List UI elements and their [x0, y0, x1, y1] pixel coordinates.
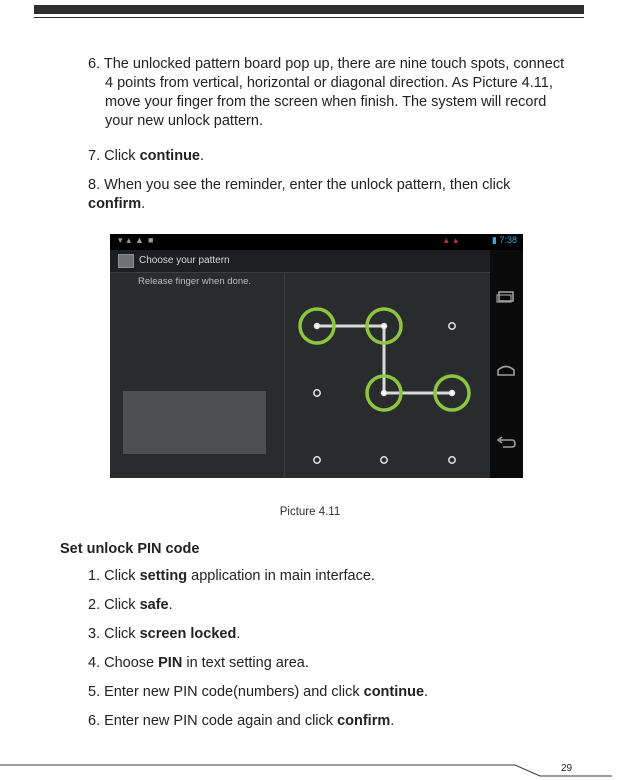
step-text: application in main interface. [187, 568, 375, 584]
step-6-pattern [88, 55, 575, 130]
pattern-screenshot [110, 234, 523, 478]
pin-step-4 [88, 654, 548, 673]
step-8-confirm [88, 176, 558, 214]
step-text: 6. The unlocked pattern board pop up, there are nine touch spots, connect 4 points from vertical, horizontal or diagonal direction. As Picture 4.11, move your finger from the screen when finish. The system will record your new unlock pattern. [88, 56, 565, 129]
pin-step-3 [88, 625, 548, 644]
step-text: 2. Click [88, 597, 140, 613]
step-keyword: screen locked [139, 626, 237, 642]
step-keyword: confirm [88, 195, 142, 212]
app-area [110, 250, 490, 478]
step-text: 6. Enter new PIN code again and click [88, 713, 338, 729]
page-number: 29 [561, 763, 573, 774]
step-text: 5. Enter new PIN code(numbers) and click [88, 684, 364, 700]
alert-icons: ▴▴ [443, 235, 463, 245]
pin-step-2 [88, 596, 548, 615]
step-text: 8. When you see the reminder, enter the unlock pattern, then click [88, 177, 511, 193]
pin-step-6 [88, 712, 548, 731]
button-area [123, 391, 266, 454]
pattern-dot[interactable] [450, 391, 455, 396]
pattern-dot[interactable] [381, 457, 387, 463]
step-text: 3. Click [88, 626, 140, 642]
recent-apps-icon[interactable] [495, 290, 517, 304]
step-keyword: confirm [337, 713, 391, 729]
pin-step-1 [88, 567, 548, 586]
pattern-dot[interactable] [314, 390, 320, 396]
step-text: 1. Click [88, 568, 140, 584]
pattern-dot[interactable] [315, 324, 320, 329]
step-keyword: safe [139, 597, 169, 613]
pattern-dot[interactable] [314, 457, 320, 463]
status-bar [110, 234, 523, 250]
step-text: 4. Choose [88, 655, 159, 671]
step-7-continue [88, 147, 558, 166]
step-keyword: setting [139, 568, 188, 584]
step-keyword: continue [363, 684, 425, 700]
step-text: in text setting area. [182, 655, 309, 671]
pattern-grid[interactable] [285, 266, 490, 478]
step-punct: . [141, 195, 146, 212]
home-icon[interactable] [495, 363, 517, 377]
nav-bar [490, 250, 523, 478]
pattern-dot[interactable] [449, 323, 455, 329]
step-text: . [236, 626, 241, 642]
pattern-dot[interactable] [449, 457, 455, 463]
step-keyword: continue [139, 148, 200, 164]
step-text: . [168, 597, 173, 613]
hint-text: Release finger when done. [138, 276, 252, 287]
step-keyword: PIN [158, 655, 183, 671]
instruction-panel [110, 273, 285, 478]
app-title: Choose your pattern [139, 255, 230, 266]
pattern-path [317, 326, 452, 393]
footer-rule [0, 752, 620, 780]
section-heading: Set unlock PIN code [60, 541, 200, 557]
step-text: . [390, 713, 395, 729]
clock: ▮ 7:38 [492, 235, 517, 245]
figure-caption: Picture 4.11 [279, 506, 341, 518]
header-rule [34, 17, 584, 18]
header-bar [34, 5, 584, 14]
status-time: 7:38 [499, 235, 517, 245]
step-punct: . [200, 148, 205, 164]
notification-icons: ▾▴▲■ [118, 235, 158, 245]
pin-step-5 [88, 683, 548, 702]
pattern-dot[interactable] [382, 324, 387, 329]
pattern-dot[interactable] [382, 391, 387, 396]
step-text: 7. Click [88, 148, 140, 164]
step-text: . [424, 684, 429, 700]
settings-app-icon [118, 254, 134, 268]
back-icon[interactable] [495, 436, 517, 450]
